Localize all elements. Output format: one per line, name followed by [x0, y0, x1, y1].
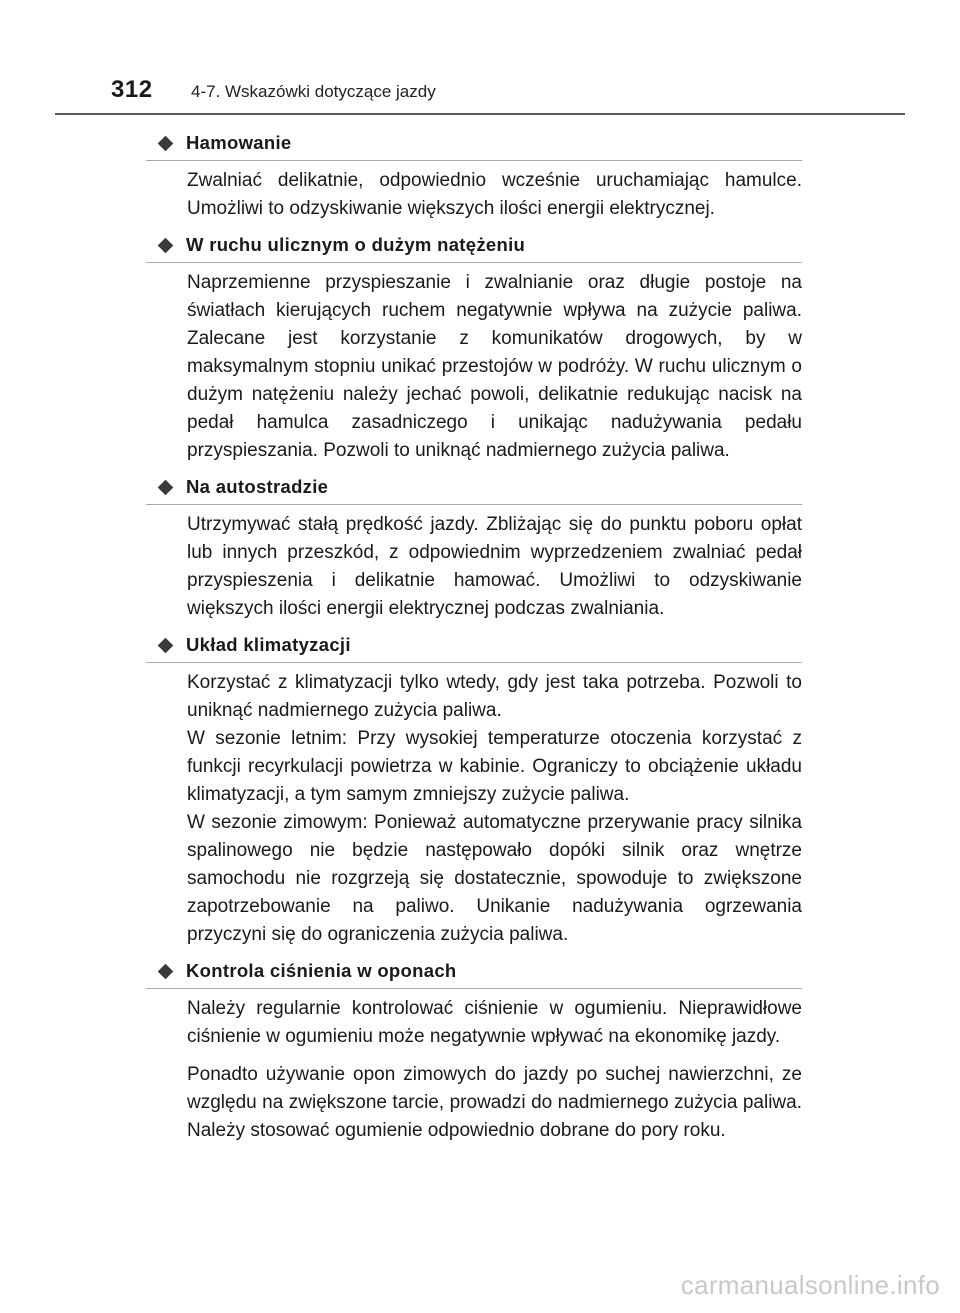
section-divider — [146, 988, 802, 989]
section-paragraph: Należy regularnie kontrolować ciśnienie w ogumieniu. Nieprawidłowe ciśnienie w ogumieniu może negatywnie wpływać na ekonomikę jazdy. — [187, 998, 802, 1047]
watermark: carmanualsonline.info — [680, 1270, 940, 1300]
section-divider — [146, 662, 802, 663]
section-divider — [146, 504, 802, 505]
section-title: Układ klimatyzacji — [186, 634, 351, 655]
section-title: Hamowanie — [186, 132, 292, 153]
section-air-conditioning — [156, 629, 802, 949]
section-divider — [146, 262, 802, 263]
page-header — [111, 76, 436, 104]
section-heading — [156, 955, 802, 987]
section-title: Na autostradzie — [186, 476, 329, 497]
header-divider — [55, 113, 905, 115]
section-braking — [156, 127, 802, 223]
section-paragraph: Naprzemienne przyspieszanie i zwalnianie oraz długie postoje na światłach kierujących ruchem negatywnie wpływa na zużycie paliwa. Zalecane jest korzystanie z komunikatów drogowych, by w maksymalnym stopniu unikać przestojów w podróży. W ruchu ulicznym o dużym natężeniu należy jechać powoli, delikatnie redukując nacisk na pedał hamulca zasadniczego i unikając nadużywania pedału przyspieszania. Pozwoli to uniknąć nadmiernego zużycia paliwa. — [187, 272, 802, 461]
section-heading — [156, 629, 802, 661]
section-paragraph: Zwalniać delikatnie, odpowiednio wcześnie uruchamiając hamulce. Umożliwi to odzyskiwanie większych ilości energii elektrycznej. — [187, 170, 802, 219]
chapter-title: 4-7. Wskazówki dotyczące jazdy — [191, 82, 436, 101]
section-heavy-traffic — [156, 229, 802, 465]
page-content — [156, 127, 802, 1151]
diamond-bullet-icon — [158, 479, 174, 495]
section-paragraph: Ponadto używanie opon zimowych do jazdy po suchej nawierzchni, ze względu na zwiększone tarcie, prowadzi do nadmiernego zużycia paliwa. Należy stosować ogumienie odpowiednio dobrane do pory roku. — [187, 1064, 802, 1141]
section-heading — [156, 471, 802, 503]
diamond-bullet-icon — [158, 637, 174, 653]
section-paragraph: Utrzymywać stałą prędkość jazdy. Zbliżając się do punktu poboru opłat lub innych przeszkód, z odpowiednim wyprzedzeniem zwalniać pedał przyspieszenia i delikatnie hamować. Umożliwi to odzyskiwanie większych ilości energii elektrycznej podczas zwalniania. — [187, 514, 802, 619]
section-title: W ruchu ulicznym o dużym natężeniu — [186, 234, 526, 255]
section-heading — [156, 127, 802, 159]
section-highway — [156, 471, 802, 623]
section-divider — [146, 160, 802, 161]
diamond-bullet-icon — [158, 963, 174, 979]
section-paragraph: W sezonie letnim: Przy wysokiej temperaturze otoczenia korzystać z funkcji recyrkulacji powietrza w kabinie. Ograniczy to obciążenie układu klimatyzacji, a tym samym zmniejszy zużycie paliwa. — [187, 728, 802, 805]
section-heading — [156, 229, 802, 261]
section-paragraph: Korzystać z klimatyzacji tylko wtedy, gdy jest taka potrzeba. Pozwoli to uniknąć nadmiernego zużycia paliwa. — [187, 672, 802, 721]
page-number: 312 — [111, 76, 153, 103]
section-title: Kontrola ciśnienia w oponach — [186, 960, 457, 981]
diamond-bullet-icon — [158, 237, 174, 253]
diamond-bullet-icon — [158, 135, 174, 151]
section-paragraph: W sezonie zimowym: Ponieważ automatyczne przerywanie pracy silnika spalinowego nie będzie następowało dopóki silnik oraz wnętrze samochodu nie rozgrzeją się dostatecznie, spowoduje to zwiększone zapotrzebowanie na paliwo. Unikanie nadużywania ogrzewania przyczyni się do ograniczenia zużycia paliwa. — [187, 812, 802, 945]
section-tire-pressure — [156, 955, 802, 1145]
